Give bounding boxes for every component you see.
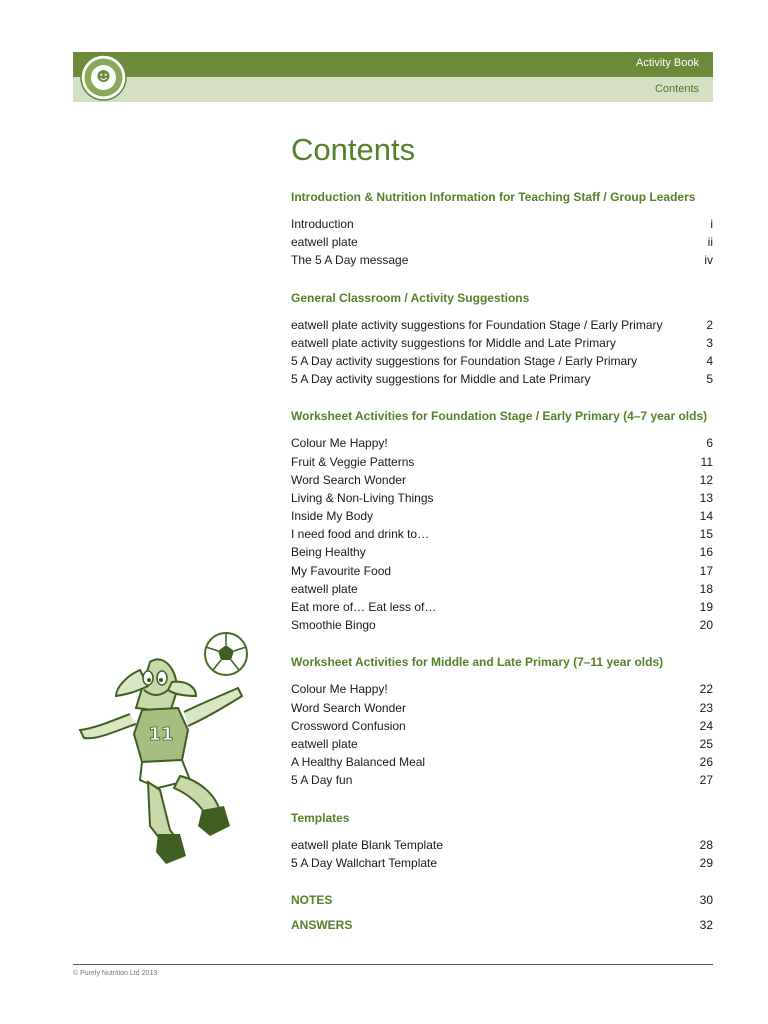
page-number: 20 [699,618,713,633]
extra-label: NOTES [291,892,333,907]
entry-label: Introduction [291,217,354,231]
entry-label: Colour Me Happy! [291,436,388,451]
header-subbar [73,77,713,102]
page-number: 23 [699,700,713,715]
toc-entry[interactable] [291,699,713,717]
entry-label: 5 A Day Wallchart Template [291,855,438,870]
extra-label: ANSWERS [291,917,353,932]
toc-entry[interactable] [291,836,713,854]
entry-label: The 5 A Day message [291,253,409,268]
entry-label: eatwell plate [291,736,358,751]
toc-entry[interactable] [291,251,713,269]
toc-entry[interactable] [291,471,713,489]
entry-label: 5 A Day activity suggestions for Middle and Late Primary [291,372,591,387]
toc-entry[interactable] [291,215,713,233]
toc-entry[interactable] [291,616,713,634]
toc-section [291,189,713,270]
toc-entry[interactable] [291,562,713,580]
toc-entry[interactable] [291,334,713,352]
entry-label: A Healthy Balanced Meal [291,755,426,770]
toc-entry[interactable] [291,771,713,789]
entry-label: Smoothie Bingo [291,618,376,633]
section-heading: Worksheet Activities for Middle and Late Primary (7–11 year olds) [291,655,664,670]
page-number: 17 [699,563,713,578]
toc-entry[interactable] [291,507,713,525]
toc-section [291,290,713,389]
entry-label: My Favourite Food [291,563,392,578]
toc-entry[interactable] [291,680,713,698]
toc-entry[interactable] [291,316,713,334]
toc-entry[interactable] [291,489,713,507]
entry-label: 5 A Day activity suggestions for Foundation Stage / Early Primary [291,353,638,368]
page-number: 29 [699,855,713,870]
toc-entry[interactable] [291,233,713,251]
page-number: 3 [706,335,713,350]
toc-extras [291,892,713,942]
page-number: 14 [699,509,713,524]
toc-section [291,408,713,634]
entry-label: Being Healthy [291,545,366,560]
entry-label: Word Search Wonder [291,700,406,715]
section-heading: Worksheet Activities for Foundation Stage / Early Primary (4–7 year olds) [291,409,708,424]
page-number: 11 [700,454,713,469]
banana-character-icon [80,659,242,864]
entry-label: Crossword Confusion [291,718,406,733]
toc-entry[interactable] [291,352,713,370]
toc-extra-entry[interactable] [291,917,713,942]
page-number: 28 [699,837,713,852]
toc-entry[interactable] [291,543,713,561]
toc-entry[interactable] [291,453,713,471]
page-number: iv [704,253,713,268]
toc-section [291,810,713,872]
page-number: 5 [706,372,713,387]
toc-section [291,654,713,789]
toc-entry[interactable] [291,598,713,616]
book-title: Activity Book [636,57,699,69]
page-number: 24 [699,718,713,733]
page-number: 15 [699,527,713,542]
section-label: Contents [654,83,699,95]
copyright-text: © Purely Nutrition Ltd 2013 [73,970,158,977]
page-number: 25 [699,736,713,751]
entry-label: Colour Me Happy! [291,682,388,697]
mascot-illustration [70,630,255,870]
toc-entry[interactable] [291,753,713,771]
footer-divider [73,964,713,965]
page-number: 32 [699,917,713,932]
entry-label: I need food and drink to… [291,527,430,542]
toc-entry[interactable] [291,735,713,753]
purely-foods-logo [80,54,127,101]
page-number: 18 [699,581,713,596]
table-of-contents [291,189,713,942]
section-heading: Templates [291,810,350,825]
page-number: 13 [699,490,713,505]
page-number: 12 [699,472,713,487]
entry-label: Living & Non-Living Things [291,490,434,505]
section-heading: Introduction & Nutrition Information for Teaching Staff / Group Leaders [291,190,696,204]
entry-label: eatwell plate Blank Template [291,837,443,852]
page-title: Contents [291,132,416,167]
entry-label: eatwell plate [291,581,358,596]
toc-extra-entry[interactable] [291,892,713,917]
page-number: 16 [699,545,713,560]
entry-label: Fruit & Veggie Patterns [291,454,415,469]
page-number: i [710,217,713,231]
toc-entry[interactable] [291,525,713,543]
page-number: 26 [699,755,713,770]
toc-entry[interactable] [291,854,713,872]
toc-entry[interactable] [291,717,713,735]
entry-label: 5 A Day fun [291,773,353,788]
entry-label: eatwell plate [291,235,358,250]
page-number: 22 [699,682,713,697]
page-number: 6 [706,436,713,451]
page-number: 4 [706,353,713,368]
section-heading: General Classroom / Activity Suggestions [291,290,530,305]
page-number: 27 [699,773,713,788]
entry-label: Eat more of… Eat less of… [291,600,437,614]
page-number: ii [707,235,713,250]
page-number: 30 [699,892,713,907]
entry-label: Word Search Wonder [291,472,406,487]
football-icon [205,633,247,675]
toc-entry[interactable] [291,434,713,452]
entry-label: eatwell plate activity suggestions for Foundation Stage / Early Primary [291,317,663,332]
mascot-shirt-number: 11 [148,724,174,745]
toc-entry[interactable] [291,580,713,598]
entry-label: eatwell plate activity suggestions for Middle and Late Primary [291,335,616,350]
entry-label: Inside My Body [291,509,374,524]
page-number: 2 [706,317,713,332]
toc-entry[interactable] [291,370,713,388]
page-number: 19 [699,600,713,614]
header-bar [73,52,713,77]
